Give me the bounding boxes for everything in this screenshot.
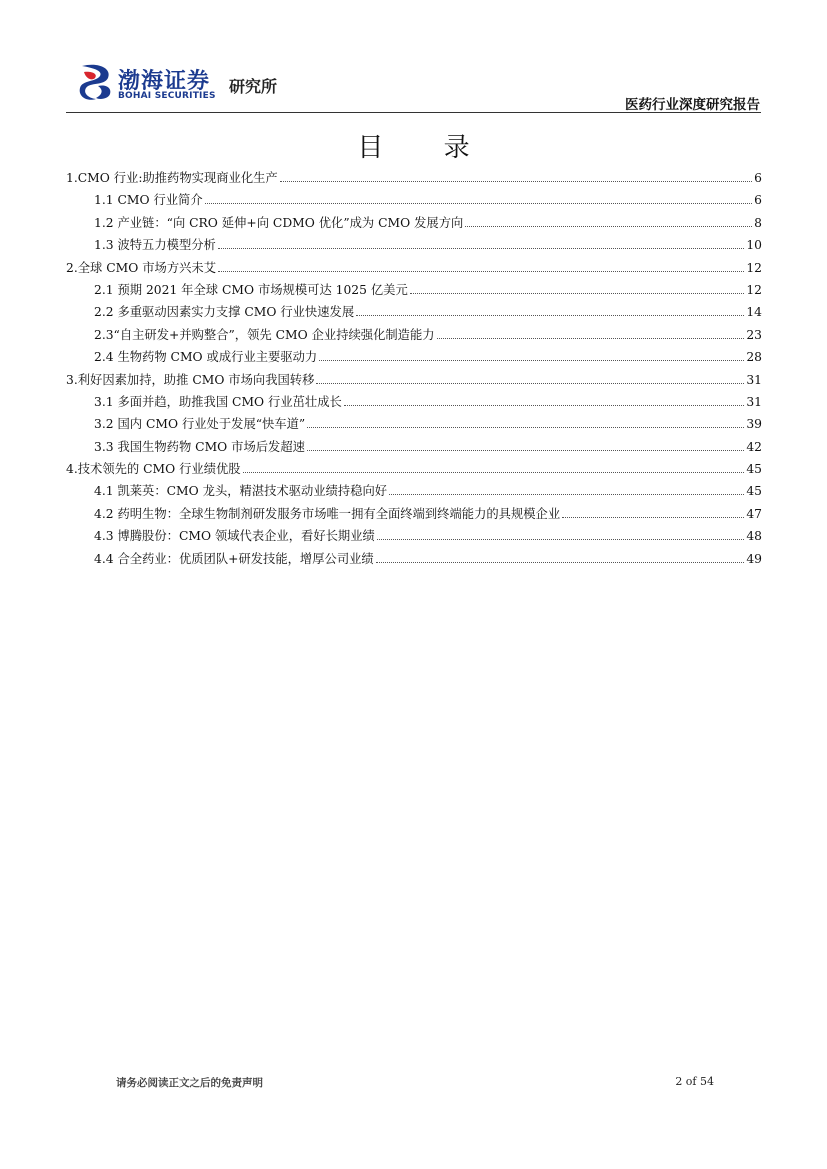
toc-entry-page: 48 [746, 529, 762, 544]
toc-subsection-entry[interactable] [66, 503, 762, 525]
toc-dot-leader [377, 539, 745, 540]
toc-entry-label: 4.技术领先的 CMO 行业绩优股 [66, 462, 241, 477]
toc-subsection-entry[interactable] [66, 548, 762, 570]
toc-dot-leader [243, 472, 745, 473]
toc-entry-page: 6 [754, 193, 762, 208]
toc-entry-page: 28 [746, 350, 762, 365]
toc-entry-page: 6 [754, 171, 762, 185]
toc-entry-label: 1.1 CMO 行业简介 [94, 193, 203, 208]
toc-entry-page: 31 [746, 372, 762, 387]
toc-dot-leader [316, 383, 744, 384]
toc-entry-page: 31 [746, 394, 762, 409]
toc-subsection-entry[interactable] [66, 391, 762, 413]
toc-entry-page: 45 [746, 484, 762, 499]
toc-section-entry[interactable] [66, 257, 762, 279]
logo-department: 研究所 [229, 77, 278, 96]
bohai-securities-logo [78, 62, 290, 106]
toc-entry-page: 42 [746, 439, 762, 454]
toc-section-entry[interactable] [66, 458, 762, 480]
toc-subsection-entry[interactable] [66, 346, 762, 368]
toc-dot-leader [562, 517, 744, 518]
toc-entry-label: 2.4 生物药物 CMO 或成行业主要驱动力 [94, 350, 318, 365]
toc-dot-leader [319, 360, 744, 361]
toc-dot-leader [389, 494, 744, 495]
toc-entry-label: 3.1 多面并趋，助推我国 CMO 行业茁壮成长 [94, 394, 342, 409]
toc-subsection-entry[interactable] [66, 324, 762, 346]
bohai-logo-icon [78, 62, 114, 102]
toc-dot-leader [344, 405, 745, 406]
toc-subsection-entry[interactable] [66, 189, 762, 211]
page-number: 2 of 54 [675, 1075, 714, 1088]
toc-entry-label: 2.3“自主研发+并购整合”，领先 CMO 企业持续强化制造能力 [94, 327, 435, 342]
toc-subsection-entry[interactable] [66, 212, 762, 234]
logo-chinese-name: 渤海证券 [118, 69, 211, 94]
toc-entry-page: 39 [746, 417, 762, 432]
toc-entry-label: 2.1 预期 2021 年全球 CMO 市场规模可达 1025 亿美元 [94, 282, 408, 297]
toc-entry-label: 3.3 我国生物药物 CMO 市场后发超速 [94, 439, 305, 454]
toc-entry-page: 10 [746, 238, 762, 253]
toc-entry-label: 1.3 波特五力模型分析 [94, 238, 216, 253]
toc-subsection-entry[interactable] [66, 413, 762, 435]
toc-subsection-entry[interactable] [66, 525, 762, 547]
toc-subsection-entry[interactable] [66, 480, 762, 502]
toc-entry-label: 4.4 合全药业：优质团队+研发技能，增厚公司业绩 [94, 551, 374, 566]
toc-entry-label: 2.2 多重驱动因素实力支撑 CMO 行业快速发展 [94, 305, 355, 320]
toc-entry-label: 4.1 凯莱英：CMO 龙头，精湛技术驱动业绩持稳向好 [94, 484, 388, 499]
toc-dot-leader [376, 562, 745, 563]
toc-title: 目 录 [357, 133, 496, 163]
toc-section-entry[interactable] [66, 369, 762, 391]
toc-subsection-entry[interactable] [66, 234, 762, 256]
toc-entry-label: 4.3 博腾股份：CMO 领域代表企业，看好长期业绩 [94, 529, 375, 544]
header-divider [66, 112, 761, 113]
toc-subsection-entry[interactable] [66, 436, 762, 458]
toc-section-entry[interactable] [66, 167, 762, 189]
toc-entry-page: 14 [746, 305, 762, 320]
report-type: 医药行业深度研究报告 [625, 97, 760, 113]
toc-entry-label: 4.2 药明生物：全球生物制剂研发服务市场唯一拥有全面终端到终端能力的具规模企业 [94, 506, 561, 521]
logo-english-name: BOHAI SECURITIES [118, 91, 216, 101]
toc-subsection-entry[interactable] [66, 279, 762, 301]
toc-entry-label: 1.CMO 行业:助推药物实现商业化生产 [66, 171, 278, 185]
toc-dot-leader [437, 338, 745, 339]
toc-dot-leader [307, 450, 744, 451]
toc-entry-page: 45 [746, 462, 762, 477]
toc-dot-leader [307, 427, 744, 428]
toc-entry-page: 12 [746, 260, 762, 275]
toc-dot-leader [356, 315, 744, 316]
toc-entry-page: 8 [754, 215, 762, 230]
toc-dot-leader [218, 248, 745, 249]
toc-subsection-entry[interactable] [66, 301, 762, 323]
toc-dot-leader [465, 226, 752, 227]
toc-entry-page: 49 [746, 551, 762, 566]
table-of-contents [66, 167, 762, 570]
toc-entry-label: 1.2 产业链：“向 CRO 延伸+向 CDMO 优化”成为 CMO 发展方向 [94, 215, 464, 230]
page-header [0, 0, 827, 120]
toc-entry-label: 3.利好因素加持，助推 CMO 市场向我国转移 [66, 372, 315, 387]
toc-dot-leader [280, 181, 752, 182]
toc-entry-page: 12 [746, 282, 762, 297]
toc-dot-leader [205, 203, 753, 204]
toc-dot-leader [218, 271, 744, 272]
toc-entry-label: 3.2 国内 CMO 行业处于发展“快车道” [94, 417, 306, 432]
toc-entry-page: 47 [746, 506, 762, 521]
toc-dot-leader [410, 293, 745, 294]
toc-entry-label: 2.全球 CMO 市场方兴未艾 [66, 260, 217, 275]
toc-entry-page: 23 [746, 327, 762, 342]
disclaimer-note: 请务必阅读正文之后的免责声明 [116, 1077, 263, 1089]
